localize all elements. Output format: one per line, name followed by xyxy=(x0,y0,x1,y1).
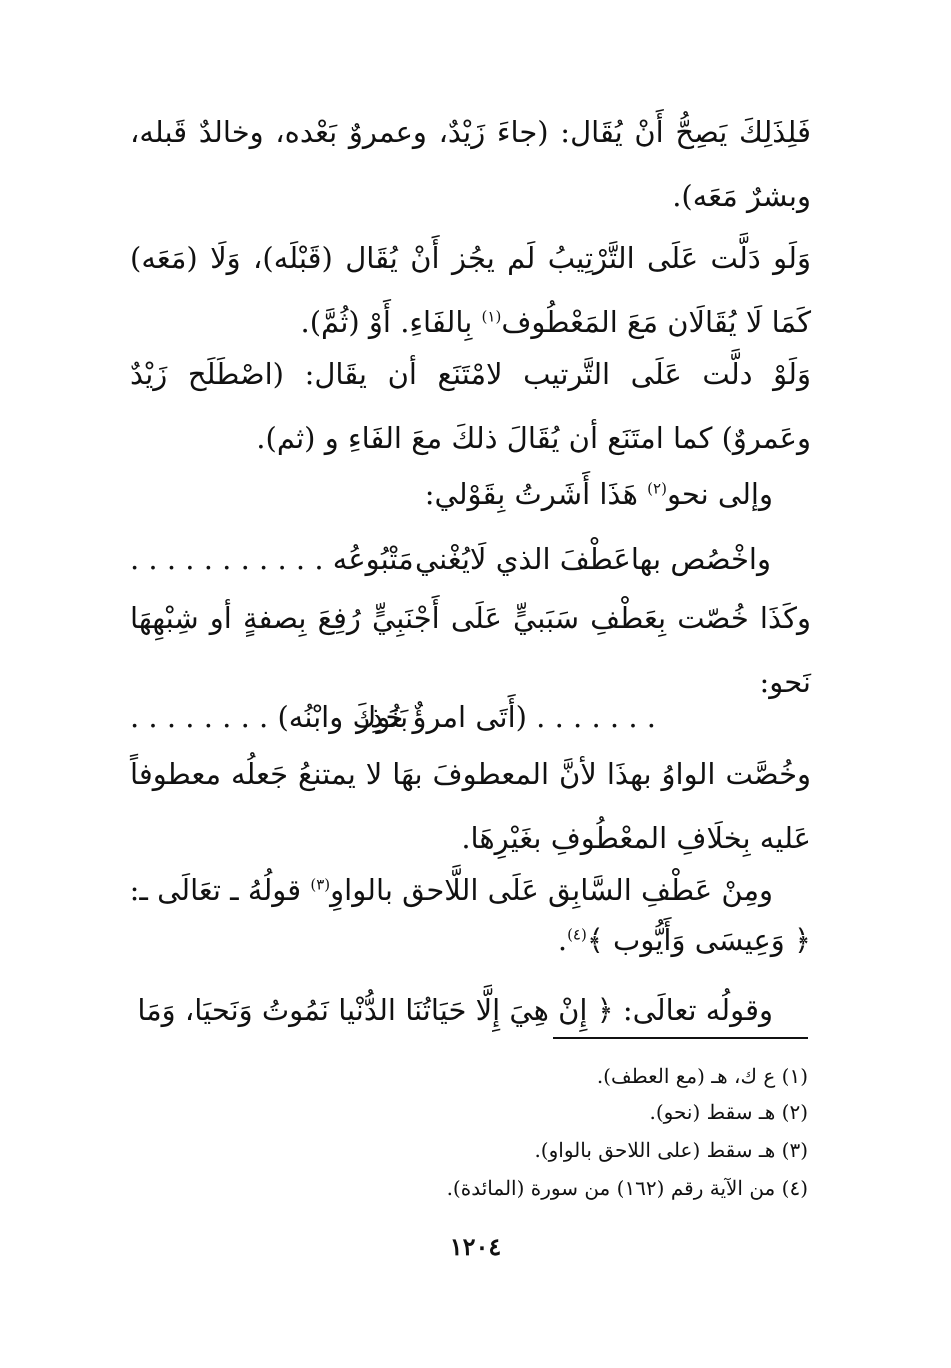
paragraph-2-text-a: وَلَو دَلَّت عَلَى التَّرْتِيبُ لَم يجُز أَنْ يُقَال (قَبْلَه)، وَلَا (مَعَه) كَمَا لَا يُقَالَان مَعَ المَعْطُوف xyxy=(130,241,811,339)
paragraph-7-text-b: قولُهُ ـ تعَالَى ـ: xyxy=(129,873,311,907)
paragraph-3-text: وَلَوْ دلَّت عَلَى التَّرتيب لامْتَنَع أن يقَال: (اصْطَلَح زَيْدٌ وعَمروٌ) كما امتَنَع أن يُقَالَ ذلكَ معَ الفَاءِ و (ثم). xyxy=(130,357,811,455)
paragraph-1 xyxy=(130,100,811,228)
footnote-ref-3: (٣) xyxy=(310,875,331,894)
paragraph-6 xyxy=(130,742,811,870)
page-number: ١٢٠٤ xyxy=(449,1232,502,1261)
paragraph-4-text-a: وإلى نحو xyxy=(666,477,773,511)
paragraph-1-text: فَلِذَلِكَ يَصِحُّ أَنْ يُقَال: (جاءَ زَيْدٌ، وعمروٌ بَعْده، وخالدٌ قَبله، وبشرٌ مَعَه). xyxy=(130,115,811,213)
footnote-ref-2: (٢) xyxy=(647,479,667,498)
paragraph-4 xyxy=(130,474,811,514)
footnote-separator xyxy=(553,1037,808,1039)
paragraph-5-text: وكَذَا خُصّت بِعَطْفِ سَبَبيٍّ عَلَى أَجْنَبِيٍّ رُفِعَ بِصفةٍ أو شِبْهِهَا نَحو: xyxy=(130,601,811,699)
paragraph-7-line-1 xyxy=(130,870,811,910)
paragraph-8-text: وقولُه تعالَى: ﴿ إِنْ هِيَ إِلَّا حَيَاتُنَا الدُّنْيا نَمُوتُ وَنَحيَا، وَمَا xyxy=(137,993,773,1027)
footnote-2: (٢) هـ سقط (نحو). xyxy=(649,1100,808,1124)
verse-2 xyxy=(130,700,811,740)
paragraph-8 xyxy=(130,990,811,1030)
paragraph-3 xyxy=(130,342,811,470)
footnote-1: (١) ع ك، هـ (مع العطف). xyxy=(596,1064,808,1088)
footnote-ref-1: (١) xyxy=(481,307,502,326)
verse-2-second-hemistich: بَنُوكَ وابْنُه) . . . . . . . . xyxy=(130,700,409,734)
paragraph-7-line-2 xyxy=(130,920,811,960)
paragraph-2 xyxy=(130,226,811,354)
paragraph-7-text-a: ومِنْ عَطْفِ السَّابِق عَلَى اللَّاحق بالواوِ xyxy=(330,873,773,907)
paragraph-4-text-b: هَذَا أَشَرتُ بِقَوْلي: xyxy=(424,477,648,511)
verse-1-first-hemistich: واخْصُص بهاعَطْفَ الذي لَايُغْني xyxy=(414,542,771,576)
footnote-4: (٤) من الآية رقم (١٦٢) من سورة (المائدة). xyxy=(446,1176,808,1200)
paragraph-5 xyxy=(130,586,811,714)
paragraph-7-end: . xyxy=(557,923,568,957)
paragraph-2-text-b: بِالفَاءِ. أَوْ (ثُمَّ). xyxy=(300,305,482,339)
footnote-ref-4: (٤) xyxy=(567,925,587,944)
footnote-3: (٣) هـ سقط (على اللاحق بالواو). xyxy=(534,1138,808,1162)
verse-2-first-hemistich: . . . . . . . (أَتَى امرؤٌ حَذِر xyxy=(356,700,656,734)
paragraph-6-text: وخُصَّت الواوُ بهذَا لأنَّ المعطوفَ بهَا لا يمتنعُ جَعلُه معطوفاً عَليه بِخلَافِ المعْطُوفِ بغَيْرِهَا. xyxy=(130,757,811,855)
verse-1-second-hemistich: مَتْبُوعُه . . . . . . . . . . . xyxy=(130,542,414,576)
verse-1 xyxy=(130,542,811,582)
quran-quote-1: ﴿ وَعِيسَى وَأَيُّوب ﴾ xyxy=(586,923,811,957)
